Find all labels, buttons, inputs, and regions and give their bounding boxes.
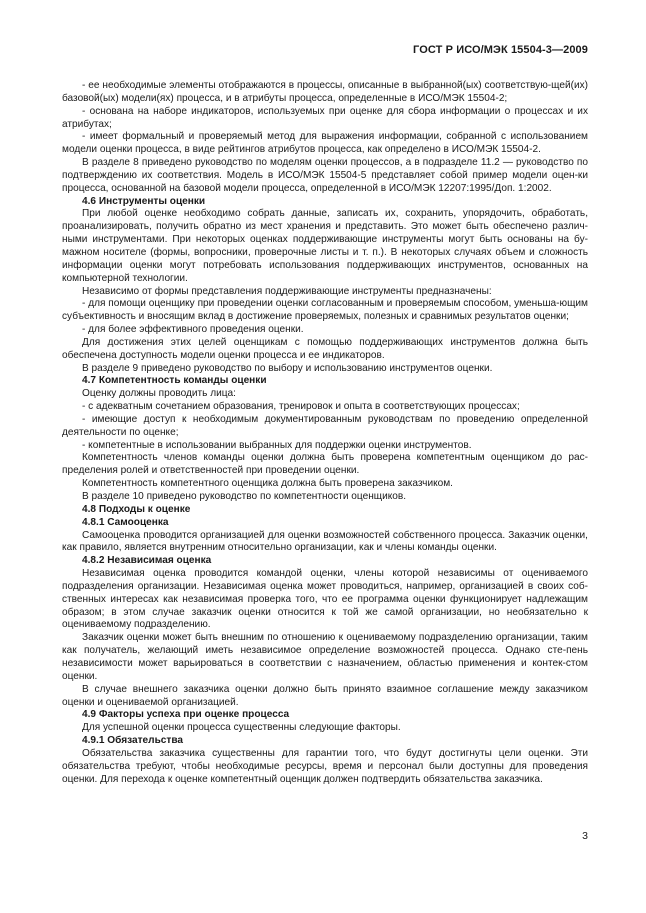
paragraph: Оценку должны проводить лица: [82,388,236,400]
paragraph: Для достижения этих целей оценщикам с помощью поддерживающих инструментов должна быть обеспечена доступность модели оценки процесса и ее индикаторов. [62,336,588,361]
section-heading: 4.7 Компетентность команды оценки [82,375,267,387]
paragraph: В разделе 8 приведено руководство по моделям оценки процессов, а в подразделе 11.2 — руководство по подтверждению их соответствия. Модель в ИСО/МЭК 15504-5 представляет собой пример модели оцен-ки процесса, основанной на базовой модели процесса, определенной в ИСО/МЭК 12207:1995/Доп. 1:2002. [62,157,588,194]
paragraph: - имеет формальный и проверяемый метод для выражения информации, собранной с использованием модели оценки процесса, в виде рейтингов атрибутов процесса, как определено в ИСО/МЭК 15504-2. [62,131,588,156]
paragraph: - с адекватным сочетанием образования, тренировок и опыта в соответствующих процессах; [82,401,520,413]
section-heading: 4.9.1 Обязательства [82,735,184,747]
paragraph: Компетентность членов команды оценки должна быть проверена компетентным оценщиком до рас-пределения ролей и ответственностей при проведении оценки. [62,452,588,477]
page-number: 3 [582,830,588,842]
paragraph: В разделе 10 приведено руководство по компетентности оценщиков. [82,491,407,502]
section-heading: 4.6 Инструменты оценки [82,195,206,207]
paragraph: - для более эффективного проведения оценки. [82,324,304,336]
paragraph: Для успешной оценки процесса существенны следующие факторы. [82,722,401,734]
paragraph: - для помощи оценщику при проведении оценки согласованным и проверяемым способом, уменьша-ющим субъективность и вносящим вклад в достижение проверяемых, полезных и сравнимых результатов оценки; [62,298,588,323]
section-heading: 4.8 Подходы к оценке [82,503,191,515]
section-heading: 4.8.1 Самооценка [82,516,169,528]
section-heading: 4.9 Факторы успеха при оценке процесса [82,709,290,721]
document-body [62,80,588,786]
paragraph: Независимая оценка проводится командой оценки, члены которой независимы от оцениваемого подразделения организации. Независимая оценка может проводиться, например, организацией в своих соб-ственных интересах как независимая проверка того, что ее программа оценки функционирует надлежащим образом; в этом случае заказчик оценки относится к той же самой организации, но необязательно к оцениваемому подразделению. [62,568,588,631]
paragraph: Заказчик оценки может быть внешним по отношению к оцениваемому подразделению организации, таким как получатель, желающий иметь независимое определение возможностей процесса. Однако сте-пень независимости может варьироваться в соответствии с назначением, областью применения и контек-стом оценки. [62,632,588,682]
paragraph: Компетентность компетентного оценщика должна быть проверена заказчиком. [82,478,453,490]
paragraph: При любой оценке необходимо собрать данные, записать их, сохранить, упорядочить, обработать, проанализировать, получить обратно из мест хранения и представить. Это может быть обеспечено различ-ными инструментами. При некоторых оценках поддерживающие инструменты могут быть основаны на бу-мажном носителе (формы, вопросники, проверочные листы и т. п.). В некоторых случаях объем и сложность информации оценки могут потребовать использования поддерживающих инструментов, основанных на компьютерной технологии. [62,208,588,284]
paragraph: В разделе 9 приведено руководство по выбору и использованию инструментов оценки. [82,362,493,374]
paragraph: Самооценка проводится организацией для оценки возможностей собственного процесса. Заказчик оценки, как правило, является внутренним относительно организации, как и члены команды оценки. [62,529,588,554]
paragraph: Обязательства заказчика существенны для гарантии того, что будут достигнуты цели оценки. Эти обязательства требуют, чтобы необходимые ресурсы, время и персонал были доступны для проведения оценки. Для перехода к оценке компетентный оценщик должен подтвердить обязательства заказчика. [62,747,588,785]
paragraph: - ее необходимые элементы отображаются в процессы, описанные в выбранной(ых) соответствую-щей(их) базовой(ых) модели(ях) процесса, и в атрибуты процесса, определенные в ИСО/МЭК 15504-2; [62,80,588,104]
paragraph: В случае внешнего заказчика оценки должно быть принято взаимное соглашение между заказчиком оценки и оцениваемой организацией. [62,683,588,708]
paragraph: - компетентные в использовании выбранных для поддержки оценки инструментов. [82,439,472,451]
paragraph: Независимо от формы представления поддерживающие инструменты предназначены: [82,285,492,297]
paragraph: - основана на наборе индикаторов, используемых при оценке для сбора информации о процессах и их атрибутах; [62,105,588,130]
section-heading: 4.8.2 Независимая оценка [82,555,212,567]
document-header: ГОСТ Р ИСО/МЭК 15504-3—2009 [413,44,588,56]
paragraph: - имеющие доступ к необходимым документированным руководствам по проведению определенной деятельности по оценке; [62,413,588,438]
